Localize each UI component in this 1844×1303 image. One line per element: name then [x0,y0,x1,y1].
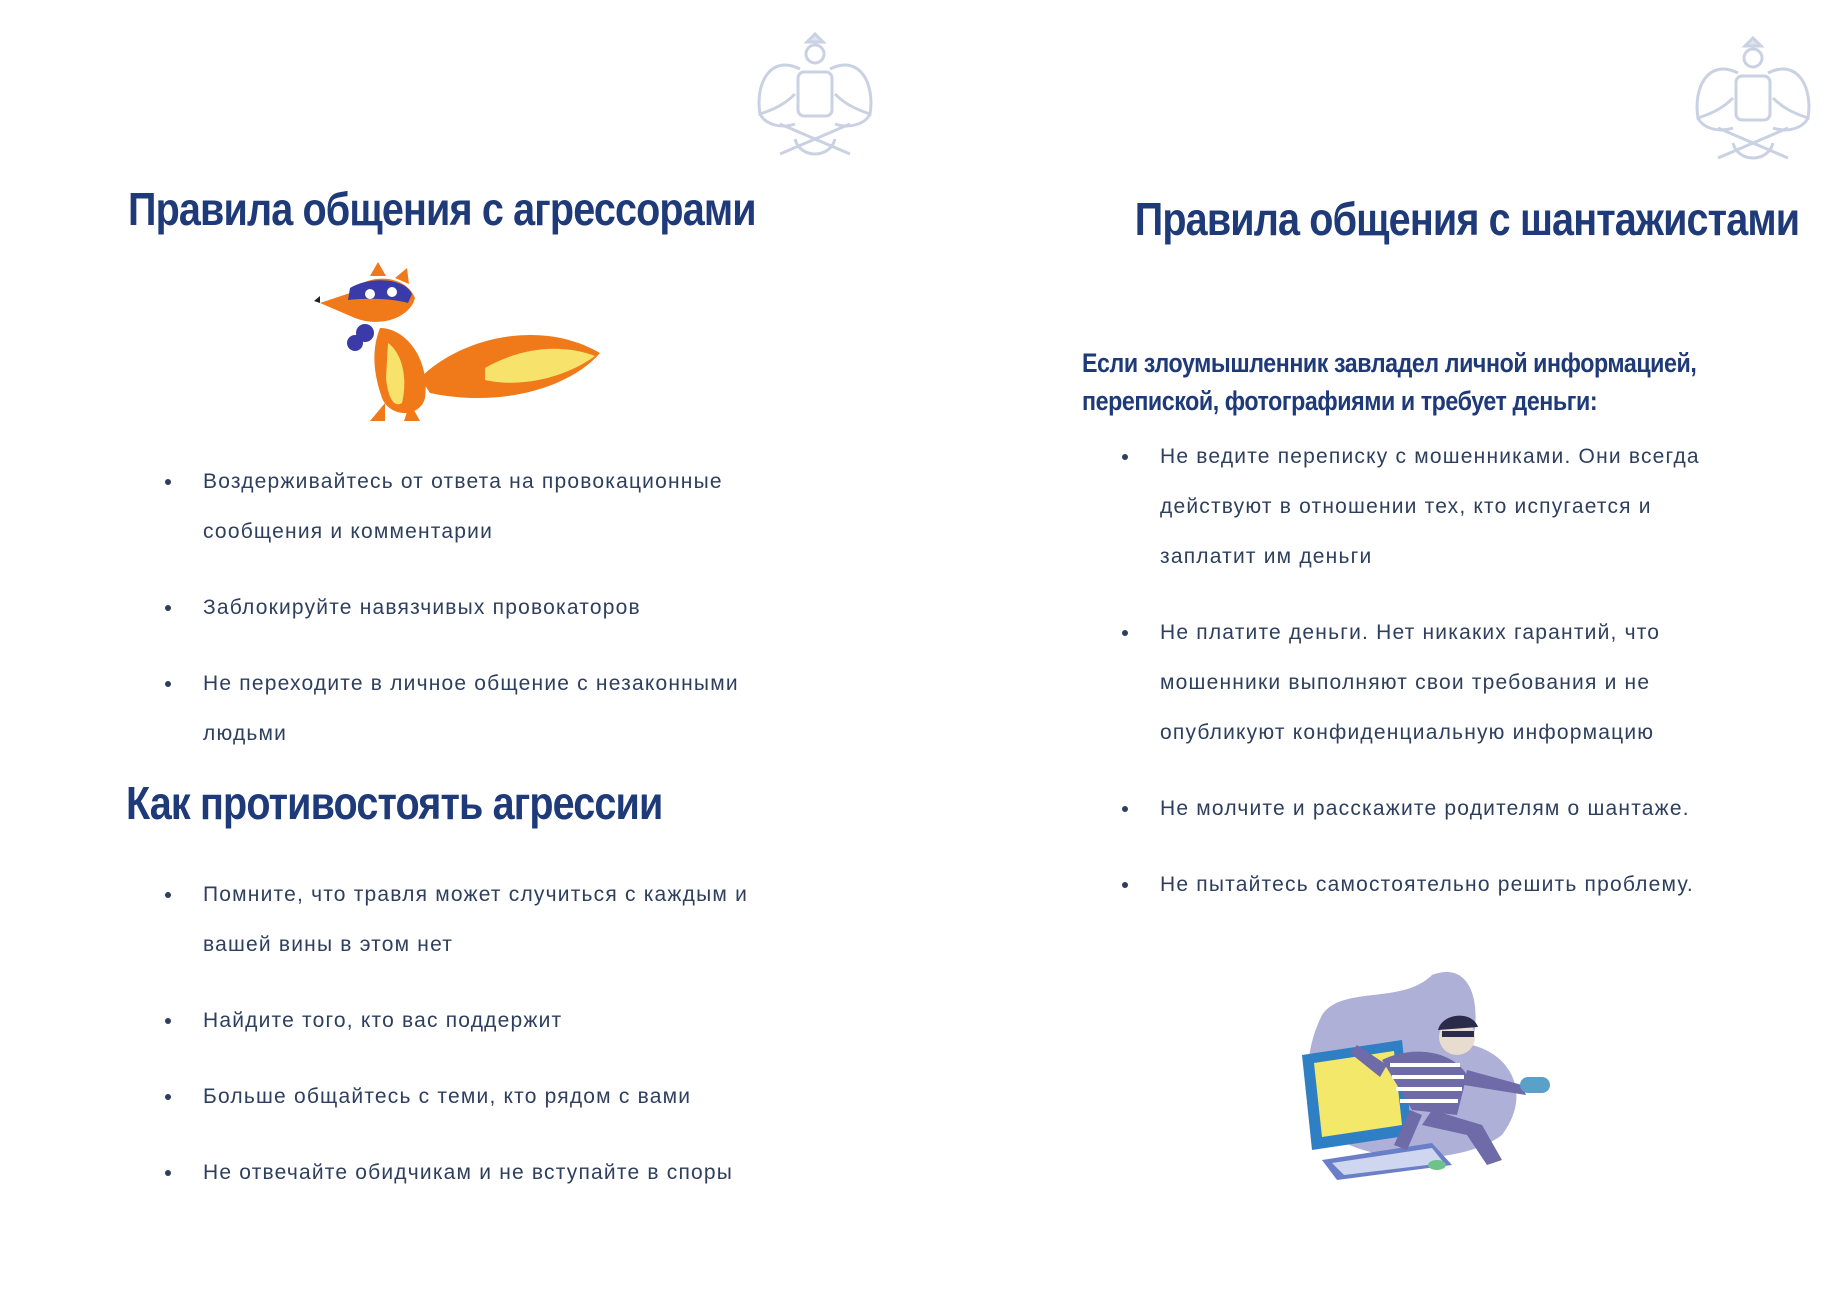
list-item: Найдите того, кто вас поддержит [165,996,785,1046]
list-item: Не молчите и расскажите родителям о шантаже. [1122,784,1742,834]
right-page [922,0,1844,1303]
list-item: Не ведите переписку с мошенниками. Они всегда действуют в отношении тех, кто испугается и заплатит им деньги [1122,432,1742,582]
list-item: Не платите деньги. Нет никаких гарантий, что мошенники выполняют свои требования и не опубликуют конфиденциальную информацию [1122,608,1742,758]
resist-aggression-list [165,870,785,1224]
blackmail-subheading: Если злоумышленник завладел личной информацией, перепиской, фотографиями и требует деньги: [1082,348,1697,416]
heading-blackmailers: Правила общения с шантажистами [1134,193,1800,245]
heading-aggressors: Правила общения с агрессорами [128,183,756,235]
fox-illustration-icon [310,258,610,428]
list-item: Больше общайтесь с теми, кто рядом с вами [165,1072,785,1122]
list-item: Не отвечайте обидчикам и не вступайте в споры [165,1148,785,1198]
list-item: Воздерживайтесь от ответа на провокационные сообщения и комментарии [165,457,785,557]
heading-resist-aggression: Как противостоять агрессии [126,777,663,829]
eagle-emblem-icon [1678,18,1828,178]
list-item: Не переходите в личное общение с незаконными людьми [165,659,785,759]
list-item: Помните, что травля может случиться с каждым и вашей вины в этом нет [165,870,785,970]
thief-computer-illustration-icon [1282,965,1582,1185]
eagle-emblem-icon [740,14,890,174]
list-item: Не пытайтесь самостоятельно решить проблему. [1122,860,1742,910]
blackmailers-rules-list [1122,432,1742,936]
aggressors-rules-list [165,457,785,785]
list-item: Заблокируйте навязчивых провокаторов [165,583,785,633]
